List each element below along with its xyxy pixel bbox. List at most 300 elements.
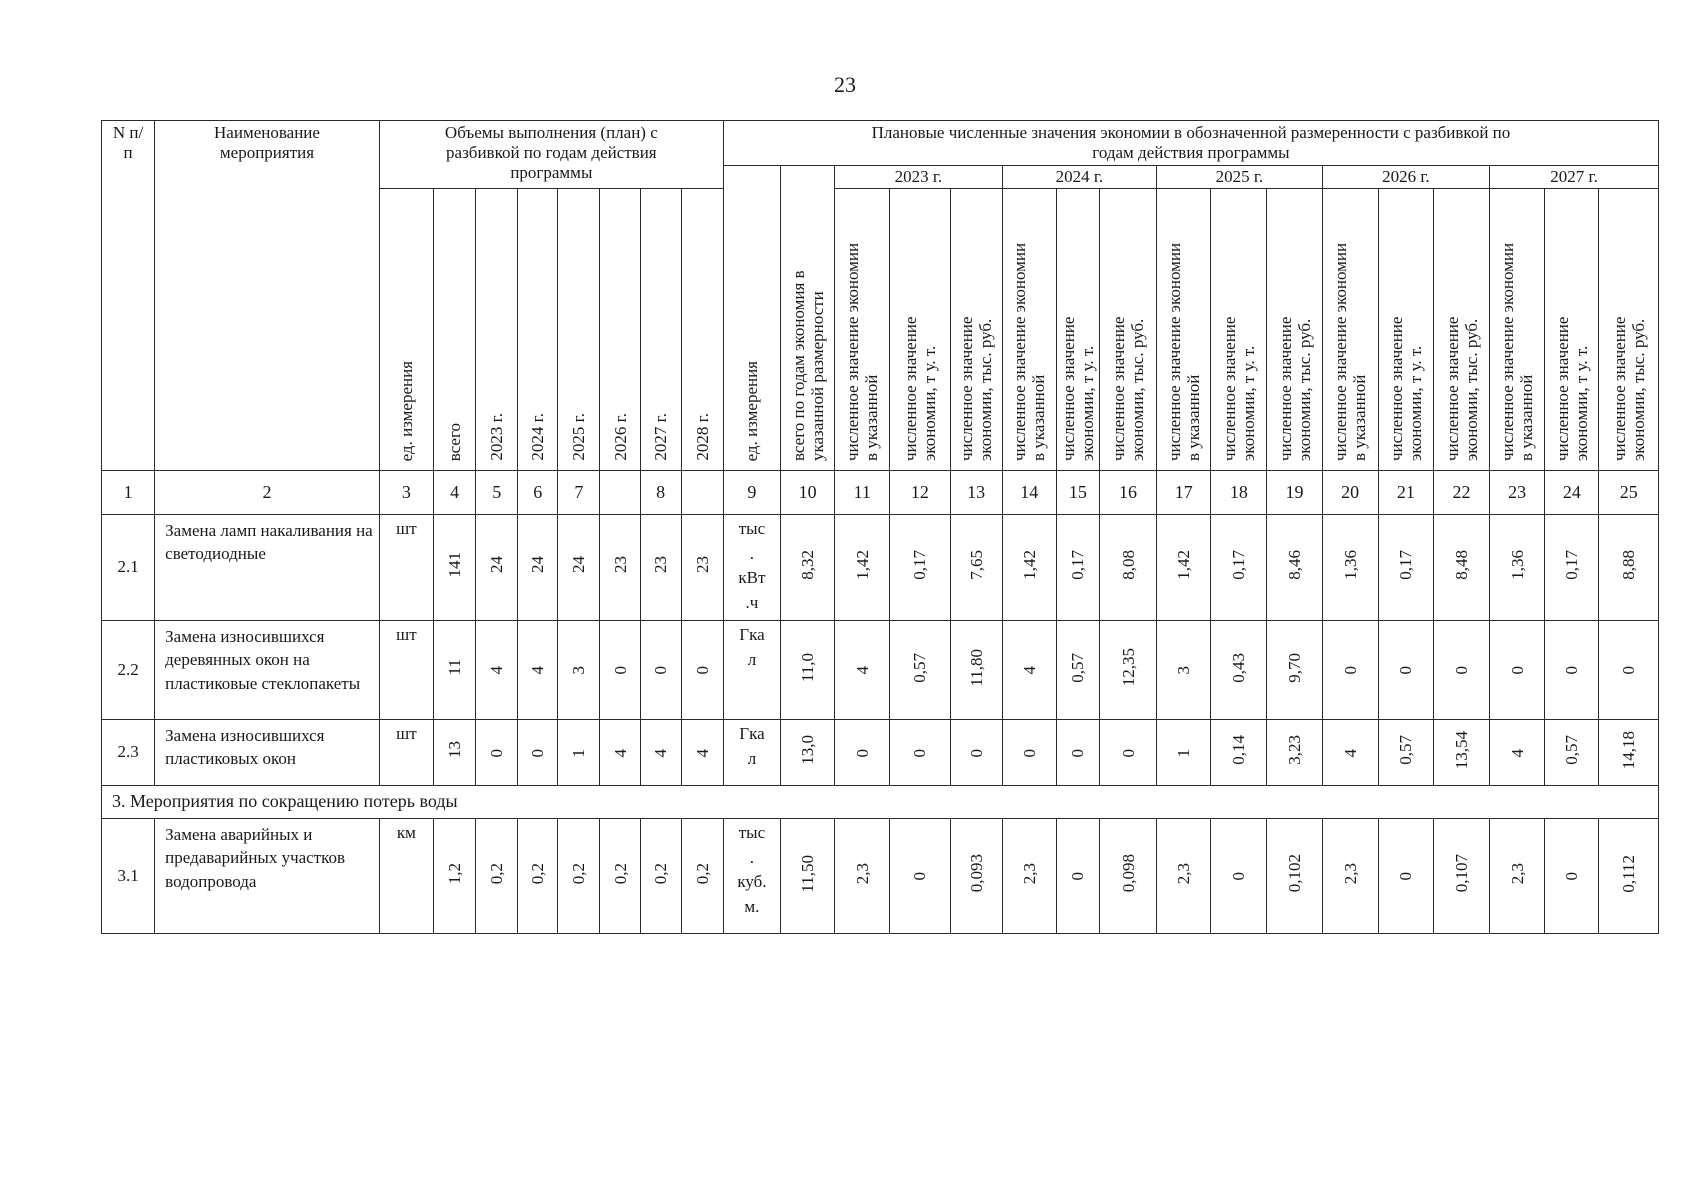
sub-indicated-label: численное значение экономии в указанной bbox=[1331, 242, 1370, 461]
header-sub-tut bbox=[890, 189, 950, 471]
value-text: 1,42 bbox=[852, 550, 872, 580]
header-vol-year bbox=[476, 189, 518, 471]
col-number: 8 bbox=[640, 471, 681, 515]
col-number: 22 bbox=[1433, 471, 1489, 515]
sub-tut-label: численное значение экономии, т у. т. bbox=[900, 316, 939, 461]
value-text: 0 bbox=[910, 748, 930, 758]
header-sub-indicated bbox=[1490, 189, 1545, 471]
value-text: 0,098 bbox=[1118, 854, 1138, 893]
value-cell bbox=[476, 621, 518, 720]
vol-year-label: 2026 г. bbox=[610, 413, 630, 461]
sub-rub-label: численное значение экономии, тыс. руб. bbox=[1442, 316, 1481, 461]
value-text: 0 bbox=[651, 666, 671, 675]
row-number: 2.2 bbox=[102, 621, 155, 720]
value-cell bbox=[600, 515, 640, 621]
value-cell bbox=[681, 720, 723, 786]
value-cell bbox=[1433, 621, 1489, 720]
value-text: 4 bbox=[852, 666, 872, 675]
value-text: 4 bbox=[651, 748, 671, 758]
value-text: 14,18 bbox=[1619, 730, 1639, 770]
value-cell bbox=[476, 720, 518, 786]
value-text: 24 bbox=[487, 556, 507, 574]
value-cell bbox=[518, 720, 558, 786]
sub-indicated-label: численное значение экономии в указанной bbox=[1010, 242, 1049, 461]
value-text: 0 bbox=[966, 748, 986, 758]
value-text: 0 bbox=[1229, 872, 1249, 881]
header-vol-year bbox=[600, 189, 640, 471]
value-cell bbox=[890, 819, 950, 934]
value-text: 4 bbox=[1507, 748, 1527, 758]
value-cell bbox=[1157, 621, 1211, 720]
col-number: 19 bbox=[1267, 471, 1322, 515]
value-text: 0,112 bbox=[1619, 854, 1639, 893]
value-cell bbox=[681, 621, 723, 720]
value-text: 0,2 bbox=[569, 862, 589, 885]
page-number: 23 bbox=[834, 72, 856, 97]
value-text: 8,48 bbox=[1451, 550, 1471, 580]
unit2-line: .ч bbox=[745, 592, 759, 612]
value-text: 0 bbox=[528, 748, 548, 758]
sub-rub-label: численное значение экономии, тыс. руб. bbox=[957, 316, 996, 461]
value-cell bbox=[950, 819, 1002, 934]
value-cell bbox=[781, 819, 835, 934]
value-text: 23 bbox=[651, 556, 671, 574]
value-cell bbox=[1267, 621, 1322, 720]
value-cell bbox=[1002, 720, 1056, 786]
savings-program-table bbox=[101, 120, 1659, 934]
value-text: 0 bbox=[487, 748, 507, 758]
sub-indicated-label: численное значение экономии в указанной bbox=[1498, 242, 1537, 461]
header-save-year-2025 bbox=[1157, 166, 1322, 189]
col-number: 25 bbox=[1599, 471, 1659, 515]
sub-tut-label: численное значение экономии, т у. т. bbox=[1386, 316, 1425, 461]
value-text: 0 bbox=[1340, 666, 1360, 675]
value-cell bbox=[1599, 621, 1659, 720]
value-text: 0 bbox=[1068, 748, 1088, 758]
value-cell bbox=[558, 515, 600, 621]
header-sub-tut bbox=[1545, 189, 1599, 471]
col-number bbox=[681, 471, 723, 515]
value-cell bbox=[476, 515, 518, 621]
value-text: 1 bbox=[1174, 748, 1194, 758]
unit2-line: Гка bbox=[739, 724, 765, 743]
value-text: 4 bbox=[1340, 748, 1360, 758]
table-row bbox=[102, 720, 1659, 786]
value-text: 0 bbox=[1396, 872, 1416, 881]
value-text: 9,70 bbox=[1285, 652, 1304, 683]
value-cell bbox=[1099, 819, 1156, 934]
col-number: 20 bbox=[1322, 471, 1378, 515]
header-vol-year bbox=[558, 189, 600, 471]
row-name: Замена ламп накаливания на светодиодные bbox=[155, 515, 380, 621]
value-text: 0 bbox=[852, 748, 872, 758]
table-row bbox=[102, 515, 1659, 621]
value-cell bbox=[1002, 819, 1056, 934]
save-year-label: 2024 г. bbox=[1055, 166, 1104, 186]
value-text: 0,2 bbox=[528, 862, 548, 885]
header-name bbox=[155, 121, 380, 471]
value-cell bbox=[1322, 515, 1378, 621]
col-number: 6 bbox=[518, 471, 558, 515]
value-cell bbox=[1099, 720, 1156, 786]
col-number: 9 bbox=[723, 471, 780, 515]
header-total-savings-label: всего по годам экономия в указанной размерности bbox=[788, 270, 827, 461]
value-text: 0,2 bbox=[487, 862, 507, 885]
value-cell bbox=[600, 819, 640, 934]
save-year-label: 2023 г. bbox=[894, 166, 943, 186]
header-vol-year bbox=[640, 189, 681, 471]
col-number: 7 bbox=[558, 471, 600, 515]
value-cell bbox=[434, 515, 476, 621]
vol-year-label: 2025 г. bbox=[569, 413, 589, 461]
value-text: 8,88 bbox=[1619, 550, 1639, 580]
value-cell bbox=[1490, 621, 1545, 720]
value-cell bbox=[890, 515, 950, 621]
value-text: 11,0 bbox=[798, 652, 818, 683]
header-sub-indicated bbox=[1322, 189, 1378, 471]
value-cell bbox=[890, 720, 950, 786]
unit2-line: м. bbox=[744, 896, 760, 916]
value-text: 8,32 bbox=[798, 550, 818, 580]
unit2-line: тыс bbox=[738, 519, 766, 538]
value-text: 13,0 bbox=[798, 735, 818, 765]
value-cell bbox=[950, 515, 1002, 621]
sub-tut-label: численное значение экономии, т у. т. bbox=[1552, 316, 1591, 461]
unit2-line: куб. bbox=[737, 872, 767, 892]
column-numbers-row bbox=[102, 471, 1659, 515]
value-cell bbox=[1267, 515, 1322, 621]
header-save-year-2024 bbox=[1002, 166, 1156, 189]
value-cell bbox=[434, 720, 476, 786]
value-cell bbox=[781, 621, 835, 720]
row-name: Замена износившихся деревянных окон на пластиковые стеклопакеты bbox=[155, 621, 380, 720]
value-cell bbox=[1545, 621, 1599, 720]
col-number: 13 bbox=[950, 471, 1002, 515]
value-cell bbox=[558, 819, 600, 934]
value-cell bbox=[950, 720, 1002, 786]
value-text: 141 bbox=[445, 552, 465, 578]
value-cell bbox=[1322, 720, 1378, 786]
sub-rub-label: численное значение экономии, тыс. руб. bbox=[1275, 316, 1314, 461]
header-vol-year bbox=[518, 189, 558, 471]
col-number: 3 bbox=[379, 471, 433, 515]
header-sub-tut bbox=[1056, 189, 1099, 471]
value-cell bbox=[558, 720, 600, 786]
value-text: 4 bbox=[1019, 666, 1039, 675]
header-total bbox=[434, 189, 476, 471]
col-number: 5 bbox=[476, 471, 518, 515]
row-unit: шт bbox=[379, 515, 433, 621]
value-text: 0,2 bbox=[651, 862, 671, 885]
header-sub-rub bbox=[1433, 189, 1489, 471]
value-text: 7,65 bbox=[966, 550, 986, 580]
value-cell bbox=[1157, 819, 1211, 934]
header-savings-label: Плановые численные значения экономии в обозначенной размеренности с разбивкой по годам действия программы bbox=[871, 123, 1511, 163]
col-number: 18 bbox=[1211, 471, 1267, 515]
value-cell bbox=[600, 621, 640, 720]
value-text: 0 bbox=[1396, 666, 1416, 675]
save-year-label: 2026 г. bbox=[1382, 166, 1430, 186]
value-cell bbox=[640, 819, 681, 934]
row-unit: шт bbox=[379, 621, 433, 720]
value-cell bbox=[890, 621, 950, 720]
row-unit2 bbox=[723, 515, 780, 621]
value-cell bbox=[1545, 819, 1599, 934]
value-text: 4 bbox=[692, 748, 712, 758]
value-cell bbox=[1378, 819, 1433, 934]
value-text: 2,3 bbox=[1174, 862, 1194, 885]
value-text: 3,23 bbox=[1285, 735, 1304, 765]
header-name-label: Наименование мероприятия bbox=[214, 123, 320, 163]
value-text: 0 bbox=[1507, 666, 1527, 675]
section-title: 3. Мероприятия по сокращению потерь воды bbox=[102, 786, 1659, 819]
value-text: 0,17 bbox=[910, 550, 930, 580]
value-text: 0,57 bbox=[1396, 735, 1416, 765]
value-text: 1,42 bbox=[1174, 550, 1194, 580]
value-text: 12,35 bbox=[1118, 648, 1138, 687]
value-cell bbox=[1490, 515, 1545, 621]
value-cell bbox=[1211, 819, 1267, 934]
value-cell bbox=[1545, 720, 1599, 786]
value-text: 11,80 bbox=[966, 648, 986, 687]
value-text: 0 bbox=[1451, 666, 1471, 675]
vol-year-label: 2023 г. bbox=[487, 413, 507, 461]
value-text: 0 bbox=[1068, 872, 1088, 881]
sub-indicated-label: численное значение экономии в указанной bbox=[843, 242, 882, 461]
sub-indicated-label: численное значение экономии в указанной bbox=[1164, 242, 1203, 461]
value-text: 0 bbox=[1562, 666, 1582, 675]
value-cell bbox=[1157, 720, 1211, 786]
col-number: 14 bbox=[1002, 471, 1056, 515]
value-cell bbox=[434, 621, 476, 720]
value-cell bbox=[1490, 720, 1545, 786]
value-text: 4 bbox=[487, 666, 507, 675]
header-unit-label: ед. измерения bbox=[396, 360, 416, 461]
value-cell bbox=[476, 819, 518, 934]
value-cell bbox=[781, 515, 835, 621]
save-year-label: 2027 г. bbox=[1550, 166, 1598, 186]
unit2-line: Гка bbox=[739, 625, 765, 644]
header-sub-indicated bbox=[1002, 189, 1056, 471]
header-sub-tut bbox=[1211, 189, 1267, 471]
value-cell bbox=[681, 819, 723, 934]
col-number: 16 bbox=[1099, 471, 1156, 515]
value-cell bbox=[681, 515, 723, 621]
value-cell bbox=[1056, 819, 1099, 934]
col-number bbox=[600, 471, 640, 515]
col-number: 11 bbox=[835, 471, 890, 515]
header-unit2-label: ед. измерения bbox=[742, 360, 762, 461]
value-text: 24 bbox=[528, 556, 548, 574]
value-text: 0,43 bbox=[1229, 652, 1249, 683]
unit2-line: . bbox=[749, 543, 755, 563]
value-cell bbox=[1211, 621, 1267, 720]
value-cell bbox=[518, 819, 558, 934]
value-text: 24 bbox=[569, 556, 589, 574]
row-unit2 bbox=[723, 720, 780, 786]
value-cell bbox=[518, 515, 558, 621]
value-text: 2,3 bbox=[1340, 862, 1360, 885]
value-text: 1,36 bbox=[1340, 550, 1360, 580]
value-text: 0 bbox=[1019, 748, 1039, 758]
vol-year-label: 2024 г. bbox=[528, 413, 548, 461]
row-number: 2.3 bbox=[102, 720, 155, 786]
row-number: 3.1 bbox=[102, 819, 155, 934]
col-number: 1 bbox=[102, 471, 155, 515]
value-text: 1,42 bbox=[1019, 550, 1039, 580]
value-cell bbox=[781, 720, 835, 786]
save-year-label: 2025 г. bbox=[1215, 166, 1264, 186]
value-text: 0,57 bbox=[1068, 652, 1088, 683]
value-text: 0 bbox=[910, 872, 930, 881]
value-cell bbox=[434, 819, 476, 934]
value-cell bbox=[1267, 819, 1322, 934]
col-number: 10 bbox=[781, 471, 835, 515]
row-unit2 bbox=[723, 819, 780, 934]
header-sub-tut bbox=[1378, 189, 1433, 471]
header-sub-rub bbox=[950, 189, 1002, 471]
vol-year-label: 2028 г. bbox=[692, 413, 712, 461]
row-unit: км bbox=[379, 819, 433, 934]
value-text: 0 bbox=[692, 666, 712, 675]
value-cell bbox=[835, 720, 890, 786]
value-text: 0,093 bbox=[966, 854, 986, 893]
row-unit: шт bbox=[379, 720, 433, 786]
value-text: 23 bbox=[610, 556, 630, 574]
value-text: 13 bbox=[445, 741, 465, 759]
value-cell bbox=[1099, 621, 1156, 720]
header-unit2 bbox=[723, 166, 780, 471]
header-sub-rub bbox=[1099, 189, 1156, 471]
header-save-year-2027 bbox=[1490, 166, 1659, 189]
row-number: 2.1 bbox=[102, 515, 155, 621]
col-number: 17 bbox=[1157, 471, 1211, 515]
col-number: 4 bbox=[434, 471, 476, 515]
sub-tut-label: численное значение экономии, т у. т. bbox=[1219, 316, 1258, 461]
value-text: 0,14 bbox=[1229, 735, 1249, 765]
value-cell bbox=[1599, 819, 1659, 934]
header-sub-rub bbox=[1599, 189, 1659, 471]
value-cell bbox=[1322, 621, 1378, 720]
value-cell bbox=[1545, 515, 1599, 621]
value-text: 11,50 bbox=[798, 854, 818, 893]
value-cell bbox=[1378, 720, 1433, 786]
unit2-line: тыс bbox=[738, 823, 766, 842]
value-cell bbox=[640, 720, 681, 786]
value-text: 0 bbox=[1562, 872, 1582, 881]
value-cell bbox=[835, 621, 890, 720]
value-text: 0,2 bbox=[692, 862, 712, 885]
value-cell bbox=[950, 621, 1002, 720]
unit2-line: л bbox=[747, 748, 757, 768]
value-cell bbox=[1433, 720, 1489, 786]
header-save-year-2026 bbox=[1322, 166, 1490, 189]
value-cell bbox=[1378, 515, 1433, 621]
sub-rub-label: численное значение экономии, тыс. руб. bbox=[1609, 316, 1648, 461]
value-text: 3 bbox=[569, 666, 589, 675]
value-text: 0,2 bbox=[610, 862, 630, 885]
section-row bbox=[102, 786, 1659, 819]
value-cell bbox=[1056, 621, 1099, 720]
header-total-savings bbox=[781, 166, 835, 471]
value-cell bbox=[1267, 720, 1322, 786]
value-text: 2,3 bbox=[1507, 862, 1527, 885]
value-cell bbox=[1056, 720, 1099, 786]
vol-year-label: 2027 г. bbox=[651, 413, 671, 461]
value-text: 13,54 bbox=[1451, 730, 1471, 770]
unit2-line: л bbox=[747, 649, 757, 669]
value-text: 2,3 bbox=[1019, 862, 1039, 885]
header-sub-indicated bbox=[1157, 189, 1211, 471]
value-text: 2,3 bbox=[852, 862, 872, 885]
value-text: 11 bbox=[445, 659, 465, 676]
value-text: 8,46 bbox=[1285, 550, 1304, 580]
value-cell bbox=[640, 621, 681, 720]
value-cell bbox=[835, 819, 890, 934]
col-number: 21 bbox=[1378, 471, 1433, 515]
header-total-label: всего bbox=[445, 422, 465, 461]
value-cell bbox=[1002, 621, 1056, 720]
value-cell bbox=[1322, 819, 1378, 934]
value-text: 3 bbox=[1174, 666, 1194, 675]
table-row bbox=[102, 819, 1659, 934]
value-cell bbox=[1378, 621, 1433, 720]
col-number: 23 bbox=[1490, 471, 1545, 515]
value-cell bbox=[1056, 515, 1099, 621]
value-cell bbox=[1211, 515, 1267, 621]
header-num bbox=[102, 121, 155, 471]
table-row bbox=[102, 621, 1659, 720]
value-cell bbox=[518, 621, 558, 720]
value-cell bbox=[1599, 515, 1659, 621]
value-cell bbox=[558, 621, 600, 720]
value-cell bbox=[1157, 515, 1211, 621]
value-cell bbox=[1099, 515, 1156, 621]
value-text: 23 bbox=[692, 556, 712, 574]
row-unit2 bbox=[723, 621, 780, 720]
value-cell bbox=[1433, 819, 1489, 934]
value-text: 0 bbox=[610, 666, 630, 675]
value-text: 4 bbox=[610, 748, 630, 758]
unit2-line: кВт bbox=[738, 568, 766, 588]
value-text: 0,57 bbox=[910, 652, 930, 683]
value-text: 1,2 bbox=[445, 862, 465, 885]
row-name: Замена износившихся пластиковых окон bbox=[155, 720, 380, 786]
header-vol-year bbox=[681, 189, 723, 471]
header-savings bbox=[723, 121, 1658, 166]
header-save-year-2023 bbox=[835, 166, 1002, 189]
value-text: 1,36 bbox=[1507, 550, 1527, 580]
value-text: 0,17 bbox=[1068, 550, 1088, 580]
header-unit bbox=[379, 189, 433, 471]
row-name: Замена аварийных и предаварийных участков водопровода bbox=[155, 819, 380, 934]
value-cell bbox=[1002, 515, 1056, 621]
sub-tut-label: численное значение экономии, т у. т. bbox=[1058, 316, 1097, 461]
value-text: 0 bbox=[1118, 748, 1138, 758]
value-cell bbox=[1433, 515, 1489, 621]
value-cell bbox=[600, 720, 640, 786]
sub-rub-label: численное значение экономии, тыс. руб. bbox=[1109, 316, 1148, 461]
value-cell bbox=[1490, 819, 1545, 934]
value-text: 0,107 bbox=[1451, 854, 1471, 893]
col-number: 2 bbox=[155, 471, 380, 515]
value-text: 0 bbox=[1619, 666, 1639, 675]
value-cell bbox=[1211, 720, 1267, 786]
value-text: 0,57 bbox=[1562, 735, 1582, 765]
header-num-label: N п/п bbox=[112, 123, 144, 163]
value-text: 8,08 bbox=[1118, 550, 1138, 580]
col-number: 24 bbox=[1545, 471, 1599, 515]
